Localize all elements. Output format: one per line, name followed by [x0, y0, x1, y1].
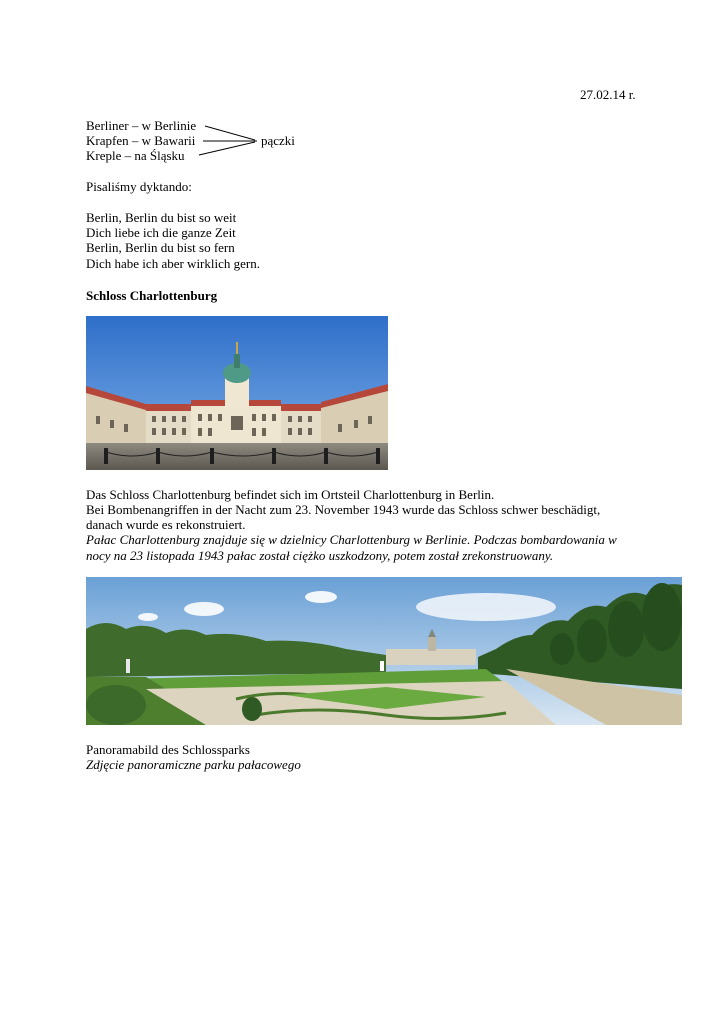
palace-photo: [86, 316, 388, 470]
poem-line: Dich habe ich aber wirklich gern.: [86, 256, 260, 271]
date-label: 27.02.14 r.: [580, 87, 636, 102]
vocab-target: pączki: [261, 133, 295, 148]
german-text-line: danach wurde es rekonstruiert.: [86, 517, 246, 532]
polish-text-line: nocy na 23 listopada 1943 pałac został ciężko uszkodzony, potem został zrekonstruowany.: [86, 548, 554, 563]
caption-pl: Zdjęcie panoramiczne parku pałacowego: [86, 757, 301, 772]
vocab-line: Berliner – w Berlinie: [86, 118, 197, 133]
caption-de: Panoramabild des Schlossparks: [86, 742, 250, 757]
german-text-line: Das Schloss Charlottenburg befindet sich im Ortsteil Charlottenburg in Berlin.: [86, 487, 495, 502]
german-text-line: Bei Bombenangriffen in der Nacht zum 23. November 1943 wurde das Schloss schwer beschädigt,: [86, 502, 601, 517]
poem-line: Berlin, Berlin du bist so weit: [86, 210, 237, 225]
section-title: Schloss Charlottenburg: [86, 288, 218, 303]
poem-line: Dich liebe ich die ganze Zeit: [86, 225, 236, 240]
vocab-line: Kreple – na Śląsku: [86, 148, 185, 163]
polish-text-line: Pałac Charlottenburg znajduje się w dzielnicy Charlottenburg w Berlinie. Podczas bombardowania w: [86, 532, 617, 547]
poem-line: Berlin, Berlin du bist so fern: [86, 240, 235, 255]
park-panorama-photo: [86, 577, 682, 725]
dictation-intro: Pisaliśmy dyktando:: [86, 179, 192, 194]
vocab-line: Krapfen – w Bawarii: [86, 133, 196, 148]
